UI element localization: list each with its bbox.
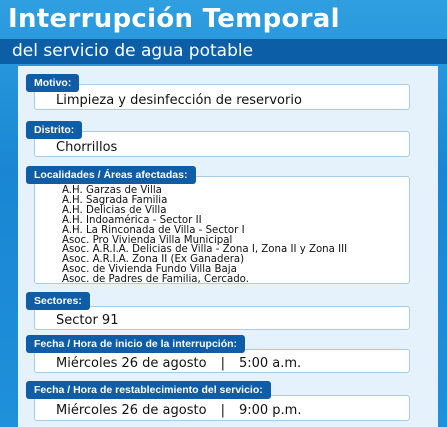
list-item: Asoc. A.R.I.A. Delicias de Villa - Zona I, Zona II y Zona III [62,244,348,256]
motivo-value: Limpieza y desinfección de reservorio [56,93,302,108]
list-item: Asoc. de Padres de Familia, Cercado. [62,274,249,286]
page-title: Interrupción Temporal [8,4,340,34]
restablecimiento-field [26,381,410,425]
inicio-separator: | [220,356,225,371]
list-item: A.H. Sagrada Familia [62,194,168,206]
sectores-label: Sectores: [26,292,90,310]
inicio-label: Fecha / Hora de inicio de la interrupción: [26,335,245,353]
restablecimiento-date: Miércoles 26 de agosto [56,403,207,418]
restablecimiento-datetime [56,403,301,418]
distrito-field [26,121,410,157]
distrito-label: Distrito: [26,121,82,139]
list-item: A.H. Indoamérica - Sector II [62,214,202,226]
inicio-time: 5:00 a.m. [238,356,302,371]
inicio-field [26,335,410,375]
list-item: A.H. Delicias de Villa [62,204,167,216]
inicio-datetime [56,356,301,371]
localidades-list [62,186,347,285]
restablecimiento-time: 9:00 p.m. [238,403,302,418]
localidades-label: Localidades / Áreas afectadas: [26,166,196,184]
motivo-label: Motivo: [26,74,79,92]
list-item: Asoc. A.R.I.A. Zona II (Ex Ganadera) [62,254,245,266]
list-item: Asoc. de Vivienda Fundo Villa Baja [62,264,237,276]
localidades-field [26,166,410,284]
list-item: A.H. Garzas de Villa [62,185,162,196]
sectores-field [26,292,410,332]
motivo-field [26,74,410,110]
list-item: A.H. La Rinconada de Villa - Sector I [62,224,245,236]
restablecimiento-separator: | [220,403,225,418]
distrito-value: Chorrillos [56,140,118,155]
page-subtitle: del servicio de agua potable [12,41,254,61]
restablecimiento-label: Fecha / Hora de restablecimiento del servicio: [26,381,271,399]
sectores-value: Sector 91 [56,313,119,328]
list-item: Asoc. Pro Vivienda Villa Municipal [62,234,233,246]
inicio-date: Miércoles 26 de agosto [56,356,207,371]
